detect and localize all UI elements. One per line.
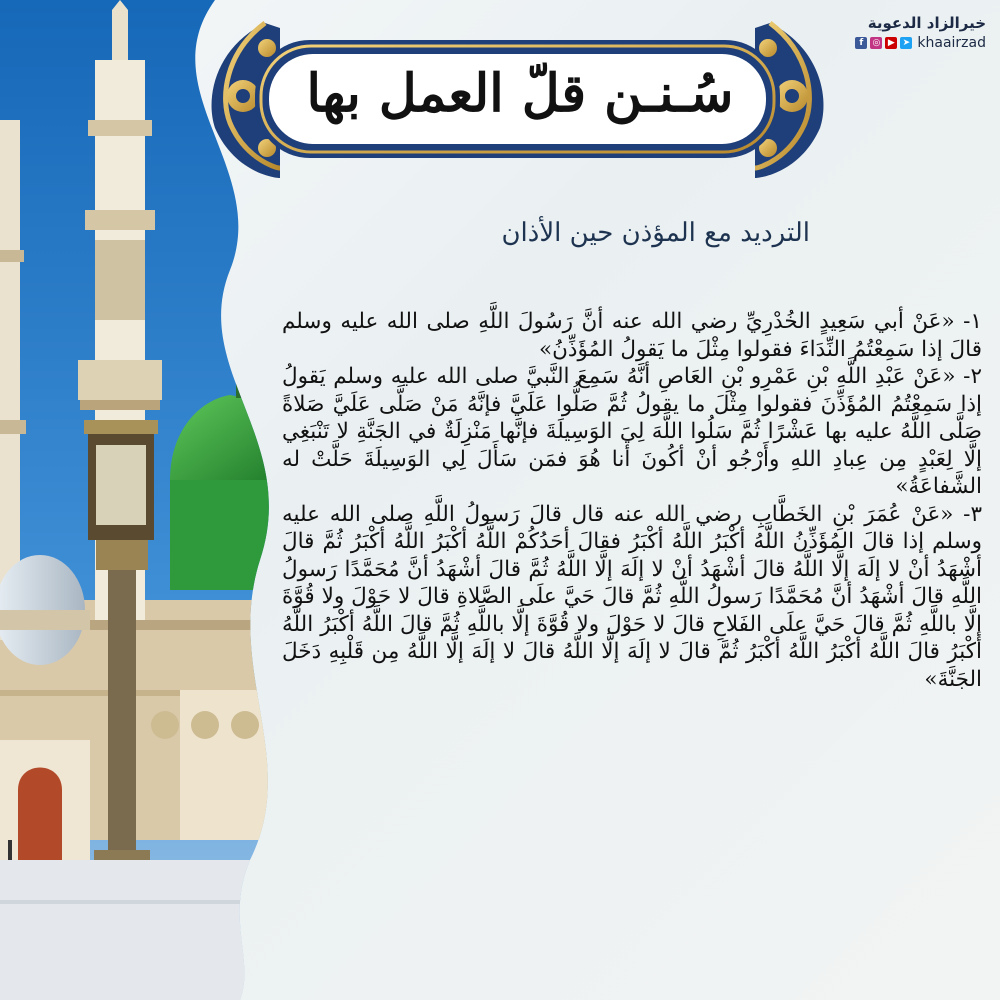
subtitle: الترديد مع المؤذن حين الأذان xyxy=(501,218,810,248)
hadith-item xyxy=(282,501,982,694)
hadith-number: ٣- xyxy=(963,501,982,527)
hadith-list xyxy=(282,308,982,693)
banner-title: سُـنـن قلّ العمل بها xyxy=(306,62,734,124)
youtube-icon[interactable]: ▶ xyxy=(885,37,897,49)
hadith-item xyxy=(282,363,982,501)
telegram-icon[interactable]: ➤ xyxy=(900,37,912,49)
hadith-number: ٢- xyxy=(963,364,982,389)
instagram-icon[interactable]: ◎ xyxy=(870,37,882,49)
hadith-item xyxy=(282,308,982,363)
hadith-text: «عَنْ عَبْدِ اللَّهِ بْنِ عَمْرِو بْنِ العَاصِ أنَّهُ سَمِعَ النَّبيَّ صلى الله عليه وسلم يَقولُ إذا سَمِعْتُمُ المُؤَذِّنَ فقولوا مِثْلَ ما يقولُ ثُمَّ صَلُّوا عَلَيَّ فإنَّهُ مَنْ صَلَّى عَلَيَّ صَلاةً صَلَّى اللَّهُ عليه بها عَشْرًا ثُمَّ سَلُوا اللَّهَ لِيَ الوَسِيلَةَ فإنَّها مَنْزِلَةٌ في الجَنَّةِ لا تَنْبَغِي إلَّا لِعَبْدٍ مِن عِبادِ اللهِ وأَرْجُو أنْ أكُونَ أنا هُوَ فمَن سَأَلَ لِي الوَسِيلَةَ حَلَّتْ له الشَّفاعَةُ» xyxy=(282,364,982,499)
hadith-number: ١- xyxy=(963,309,982,334)
facebook-icon[interactable]: f xyxy=(855,37,867,49)
hadith-text: «عَنْ عُمَرَ بْنِ الخَطَّابِ رضي الله عنه قال قالَ رَسولُ اللَّهِ صلى الله عليه وسلم إذا قالَ المُؤَذِّنُ اللَّهُ أكْبَرُ اللَّهُ أكْبَرُ فقالَ أحَدُكُمْ اللَّهُ أكْبَرُ اللَّهُ أكْبَرُ ثُمَّ قالَ أشْهَدُ أنْ لا إلَهَ إلَّا اللَّهُ قالَ أشْهَدُ أنْ لا إلَهَ إلَّا اللَّهُ ثُمَّ قالَ أشْهَدُ أنَّ مُحَمَّدًا رَسولُ اللَّهِ قالَ أشْهَدُ أنَّ مُحَمَّدًا رَسولُ اللَّهِ ثُمَّ قالَ حَيَّ علَى الصَّلاةِ قالَ لا حَوْلَ ولا قُوَّةَ إلَّا باللَّهِ ثُمَّ قالَ حَيَّ علَى الفَلاحِ قالَ لا حَوْلَ ولا قُوَّةَ إلَّا باللَّهِ ثُمَّ قالَ اللَّهُ أكْبَرُ اللَّهُ أكْبَرُ قالَ اللَّهُ أكْبَرُ اللَّهُ أكْبَرُ ثُمَّ قالَ لا إلَهَ إلَّا اللَّهُ قالَ لا إلَهَ إلَّا اللَّهُ مِن قَلْبِهِ دَخَلَ الجَنَّةَ» xyxy=(282,501,982,692)
hadith-text: «عَنْ أبي سَعِيدٍ الخُدْرِيِّ رضي الله عنه أنَّ رَسُولَ اللَّهِ صلى الله عليه وسلم قالَ إذا سَمِعْتُمُ النِّدَاءَ فقولوا مِثْلَ ما يَقولُ المُؤَذِّنُ» xyxy=(282,309,982,362)
brand-name: خيرالزاد الدعوية xyxy=(867,14,986,32)
brand-social-row xyxy=(836,35,986,51)
brand-handle: khaairzad xyxy=(917,35,986,51)
brand-block xyxy=(836,14,986,51)
